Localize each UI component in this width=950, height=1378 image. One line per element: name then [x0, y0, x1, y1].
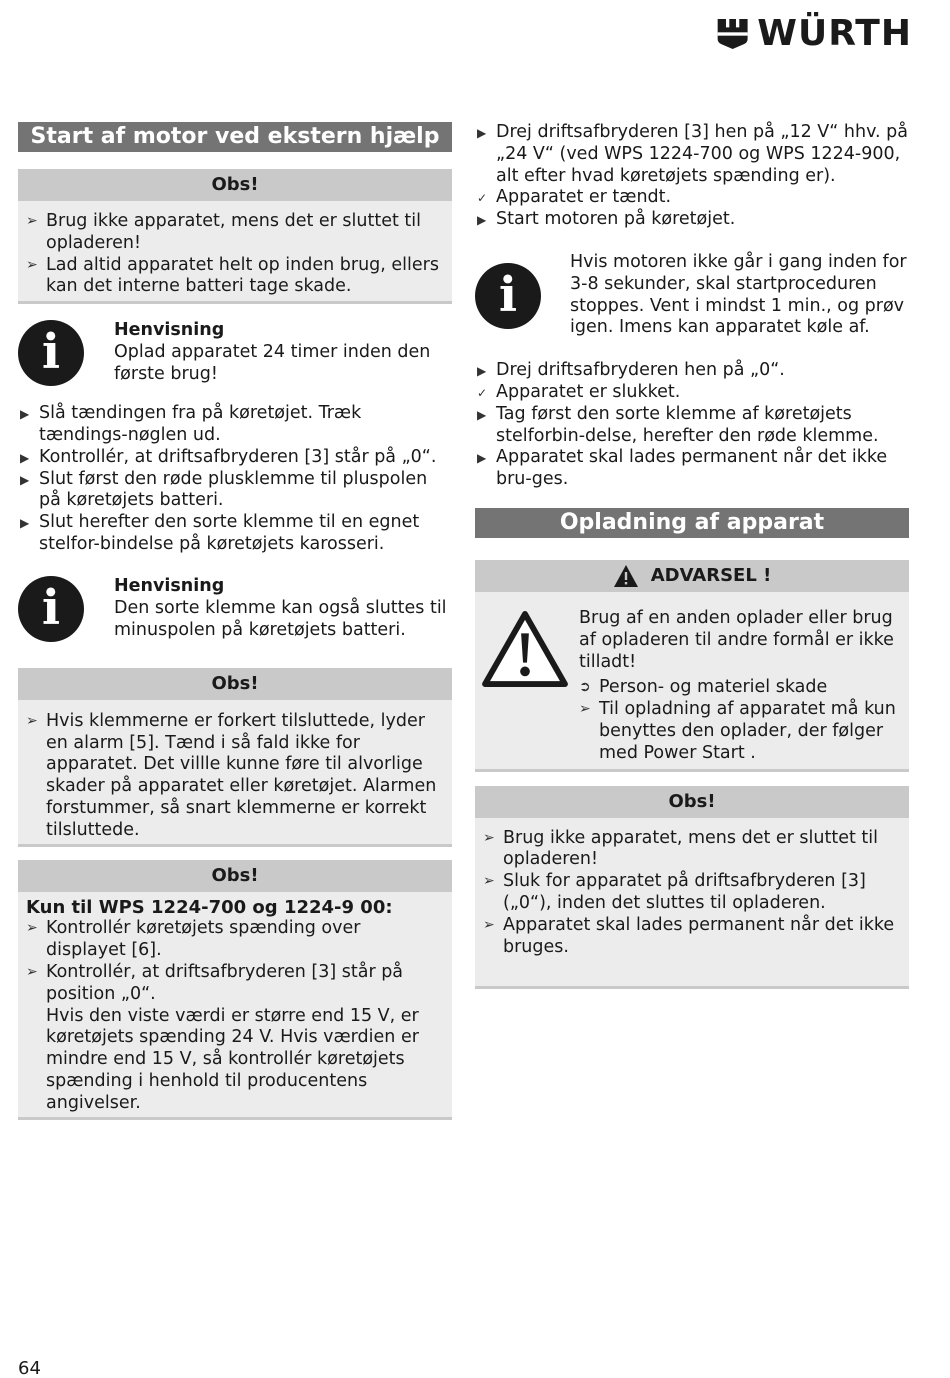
- bullet-chevron-icon: ➢: [579, 701, 591, 718]
- step-list: [475, 122, 909, 231]
- list-item: ➢ Brug ikke apparatet, mens det er sluttet til opladeren!: [26, 211, 421, 253]
- arrow-right-icon: ▶: [20, 516, 30, 531]
- info-icon: i: [18, 320, 84, 386]
- bullet-chevron-icon: ➢: [26, 712, 38, 729]
- result-item: ✓ Apparatet er slukket.: [475, 382, 909, 404]
- arrow-right-icon: ▶: [477, 213, 487, 228]
- bullet-chevron-icon: ➢: [26, 963, 38, 980]
- warning-icon: [613, 564, 639, 588]
- obs-heading: Obs!: [18, 668, 452, 700]
- bullet-chevron-icon: ➢: [483, 916, 495, 933]
- arrow-right-outline-icon: ➲: [579, 679, 591, 696]
- section-title: Opladning af apparat: [475, 508, 909, 538]
- list-item: ➢ Til opladning af apparatet må kun benyttes den oplader, der følger med Power Start .: [579, 699, 896, 763]
- step-list: [475, 360, 909, 491]
- list-item: ➢ Kontrollér, at driftsafbryderen [3] står på position „0“.: [26, 961, 404, 1004]
- bullet-chevron-icon: ➢: [483, 829, 495, 846]
- obs-box: [475, 786, 909, 990]
- bullet-chevron-icon: ➢: [26, 920, 38, 937]
- obs-heading: Obs!: [18, 860, 452, 892]
- checkmark-icon: ✓: [477, 191, 488, 206]
- step-item: ▶ Slut først den røde plusklemme til pluspolen på køretøjets batteri.: [20, 468, 428, 511]
- bullet-chevron-icon: ➢: [483, 873, 495, 890]
- section-title: Start af motor ved ekstern hjælp: [18, 122, 452, 152]
- step-item: ▶ Tag først den sorte klemme af køretøjets stelforbin-delse, herefter den røde klemme.: [477, 403, 879, 446]
- note-text: Den sorte klemme kan også sluttes til minuspolen på køretøjets batteri.: [114, 597, 447, 640]
- warning-heading: [475, 560, 909, 592]
- note-text: Oplad apparatet 24 timer inden den første brug!: [114, 342, 431, 385]
- list-item: ➢ Hvis klemmerne er forkert tilsluttede, lyder en alarm [5]. Tænd i så fald ikke for apparatet. Det villle kunne føre til alvorlige skader på apparatet eller køretøjet. Alarmen forstummer, så snart klemmerne er korrekt tilsluttede.: [26, 710, 437, 840]
- info-note: [18, 576, 452, 642]
- info-icon: i: [475, 263, 541, 329]
- list-item: ➢ Apparatet skal lades permanent når det ikke bruges.: [483, 914, 895, 957]
- arrow-right-icon: ▶: [477, 407, 487, 422]
- arrow-right-icon: ▶: [477, 364, 487, 379]
- bullet-chevron-icon: ➢: [26, 256, 38, 273]
- obs-subheading: Kun til WPS 1224-700 og 1224-9 00:: [26, 896, 393, 918]
- left-column: [18, 122, 452, 1120]
- note-title: Henvisning: [114, 320, 225, 341]
- warning-triangle-icon: [481, 610, 569, 688]
- step-list: [18, 403, 452, 556]
- arrow-right-icon: ▶: [477, 451, 487, 466]
- arrow-right-icon: ▶: [20, 472, 30, 487]
- info-note: [475, 252, 909, 339]
- step-item: ▶ Apparatet skal lades permanent når det ikke bru-ges.: [477, 447, 888, 490]
- list-item: ➢ Lad altid apparatet helt op inden brug, ellers kan det interne batteri tage skade.: [26, 254, 439, 297]
- bullet-chevron-icon: ➢: [26, 213, 38, 229]
- list-item: ➢ Brug ikke apparatet, mens det er sluttet til opladeren!: [483, 827, 878, 870]
- result-item: ✓ Apparatet er tændt.: [475, 187, 909, 209]
- note-title: Henvisning: [114, 576, 225, 597]
- right-column: [475, 122, 909, 989]
- list-item: ➢ Sluk for apparatet på driftsafbryderen [3] („0“), inden det sluttes til opladeren.: [483, 871, 866, 913]
- wurth-logo: [716, 12, 912, 56]
- obs-heading: Obs!: [18, 169, 452, 201]
- warning-box: [475, 560, 909, 772]
- step-item: ▶ Drej driftsafbryderen [3] hen på „12 V“ hhv. på „24 V“ (ved WPS 1224-700 og WPS 1224-900, alt efter hvad køretøjets spænding er).: [477, 122, 909, 186]
- step-item: ▶ Slut herefter den sorte klemme til en egnet stelfor-bindelse på køretøjets karosseri.: [20, 512, 420, 554]
- obs-box: [18, 668, 452, 847]
- warning-title: ADVARSEL !: [650, 564, 772, 586]
- page-number: 64: [18, 1358, 41, 1378]
- warning-text: Brug af en anden oplader eller brug af opladeren til andre formål er ikke tilladt!: [579, 607, 894, 672]
- obs-box: [18, 860, 452, 1120]
- step-item: ▶ Drej driftsafbryderen hen på „0“.: [475, 360, 909, 382]
- list-item: Hvis den viste værdi er større end 15 V, er køretøjets spænding 24 V. Hvis værdien er mindre end 15 V, så kontrollér køretøjets spænding i henhold til producentens angivelser.: [46, 1005, 419, 1113]
- step-item: ▶ Start motoren på køretøjet.: [475, 209, 909, 231]
- checkmark-icon: ✓: [477, 385, 488, 400]
- arrow-right-icon: ▶: [477, 126, 487, 140]
- step-item: ▶ Kontrollér, at driftsafbryderen [3] står på „0“.: [18, 447, 452, 469]
- wurth-emblem-icon: [716, 14, 749, 54]
- note-text: Hvis motoren ikke går i gang inden for 3-8 sekunder, skal startproceduren stoppes. Vent i mindst 1 min., og prøv igen. Imens kan apparatet køle af.: [570, 251, 907, 338]
- brand-wordmark: WÜRTH: [757, 13, 912, 55]
- obs-heading: Obs!: [475, 786, 909, 818]
- obs-box: [18, 169, 452, 304]
- consequence-item: ➲ Person- og materiel skade: [579, 677, 828, 698]
- arrow-right-icon: ▶: [20, 450, 30, 465]
- info-icon: i: [18, 576, 84, 642]
- step-item: ▶ Slå tændingen fra på køretøjet. Træk tændings-nøglen ud.: [20, 403, 362, 445]
- arrow-right-icon: ▶: [20, 407, 30, 422]
- list-item: ➢ Kontrollér køretøjets spænding over displayet [6].: [26, 918, 361, 961]
- info-note: [18, 320, 452, 386]
